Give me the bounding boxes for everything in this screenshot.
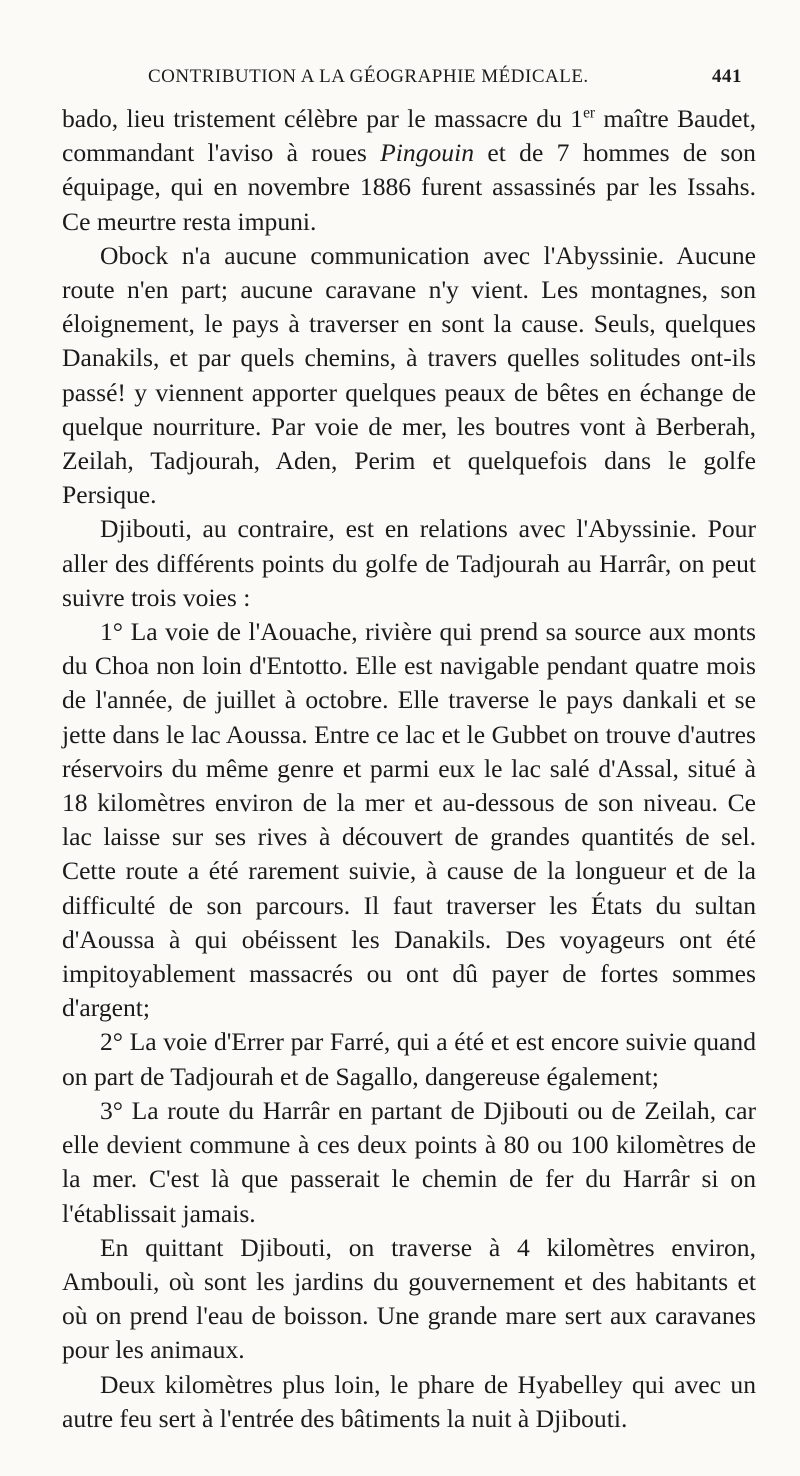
page-header [62, 66, 742, 94]
paragraph-3: Djibouti, au contraire, est en relations avec l'Abyssinie. Pour aller des différents points du golfe de Tadjourah au Harrâr, on peut suivre trois voies : [62, 514, 756, 612]
paragraph-8: Deux kilomètres plus loin, le phare de Hyabelley qui avec un autre feu sert à l'entrée des bâtiments la nuit à Djibouti. [62, 1369, 756, 1433]
running-title: CONTRIBUTION A LA GÉOGRAPHIE MÉDICALE. [148, 66, 589, 87]
paragraph-1-part-a: bado, lieu tristement célèbre par le massacre du 1 [62, 104, 584, 133]
ship-name-italic: Pingouin [380, 138, 474, 168]
paragraph-1 [62, 102, 756, 239]
paragraph-1-part-c: et de 7 hommes de son équipage, qui en novembre 1886 furent assassinés par les Issahs. Ce meurtre resta impuni. [62, 138, 756, 236]
paragraph-7: En quittant Djibouti, on traverse à 4 kilomètres environ, Ambouli, où sont les jardins du gouvernement et des habitants et où on prend l'eau de boisson. Une grande mare sert aux caravanes pour les animaux. [62, 1232, 756, 1365]
paragraph-5: 2° La voie d'Errer par Farré, qui a été et est encore suivie quand on part de Tadjourah et de Sagallo, dangereuse également; [62, 1027, 756, 1091]
superscript-er: er [583, 104, 595, 122]
paragraph-6: 3° La route du Harrâr en partant de Djibouti ou de Zeilah, car elle devient commune à ces deux points à 80 ou 100 kilomètres de la mer. C'est là que passerait le chemin de fer du Harrâr si on l'établissait jamais. [62, 1095, 756, 1228]
paragraph-2: Obock n'a aucune communication avec l'Abyssinie. Aucune route n'en part; aucune caravane n'y vient. Les montagnes, son éloignement, le pays à traverser en sont la cause. Seuls, quelques Danakils, et par quels chemins, à travers quelles solitudes ont-ils passé! y viennent apporter quelques peaux de bêtes en échange de quelque nourriture. Par voie de mer, les boutres vont à Berberah, Zeilah, Tadjourah, Aden, Perim et quelquefois dans le golfe Persique. [62, 240, 756, 510]
paragraph-4: 1° La voie de l'Aouache, rivière qui prend sa source aux monts du Choa non loin d'Entotto. Elle est navigable pendant quatre mois de l'année, de juillet à octobre. Elle traverse le pays dankali et se jette dans le lac Aoussa. Entre ce lac et le Gubbet on trouve d'autres réservoirs du même genre et parmi eux le lac salé d'Assal, situé à 18 kilomètres environ de la mer et au-dessous de son niveau. Ce lac laisse sur ses rives à découvert de grandes quantités de sel. Cette route a été rarement suivie, à cause de la longueur et de la difficulté de son parcours. Il faut traverser les États du sultan d'Aoussa à qui obéissent les Danakils. Des voyageurs ont été impitoyablement massacrés ou ont dû payer de fortes sommes d'argent; [62, 617, 756, 1023]
paragraph-1-part-b: maître Baudet, commandant l'aviso à roues [62, 104, 757, 168]
page-number: 441 [712, 66, 742, 87]
body-text [62, 102, 756, 1436]
